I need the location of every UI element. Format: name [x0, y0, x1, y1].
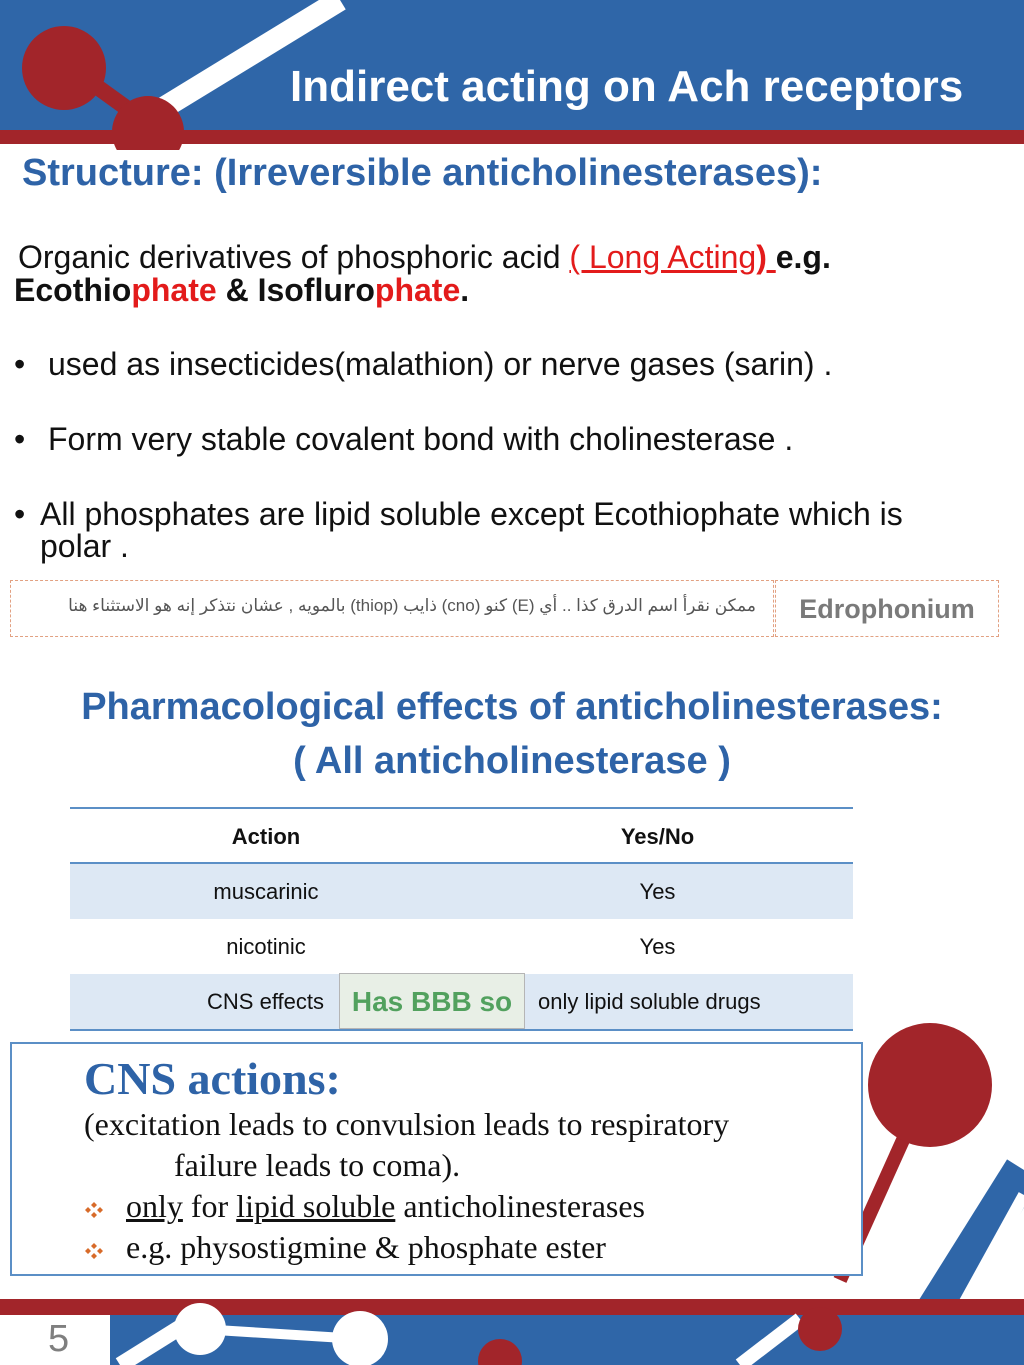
molecule-decoration-bottom	[0, 1299, 1024, 1365]
anticholinesterases-text: anticholinesterases	[395, 1188, 645, 1224]
table-cell: CNS effects	[207, 989, 324, 1014]
bullet-marker: •	[14, 496, 26, 532]
molecule-atom-large	[22, 26, 106, 110]
drug-isofluro: & Isofluro	[216, 272, 375, 308]
bullet-marker: •	[14, 346, 26, 382]
intro-dot: .	[460, 272, 470, 308]
white-stripe	[740, 1319, 800, 1365]
lipid-soluble-text: lipid soluble	[236, 1188, 396, 1224]
column-header-action: Action	[231, 824, 301, 849]
table-cell: only lipid soluble drugs	[538, 989, 761, 1014]
bullet-text: All phosphates are lipid soluble except Ecothiophate which is	[40, 496, 903, 532]
intro-line-1	[18, 240, 831, 274]
bullet-text-cont: polar .	[40, 528, 129, 564]
effects-subtitle: ( All anticholinesterase )	[293, 740, 731, 782]
column-header-yesno: Yes/No	[620, 824, 695, 849]
effects-title: Pharmacological effects of anticholinesterases:	[81, 686, 943, 728]
table-cell: Yes	[639, 879, 676, 904]
for-text: for	[182, 1188, 237, 1224]
page-number: 5	[48, 1318, 70, 1360]
header-red-line	[0, 130, 1024, 144]
bullet-item	[14, 422, 1014, 462]
diamond-bullet-icon	[84, 1241, 104, 1261]
section-heading: Structure: (Irreversible anticholinesterases):	[22, 152, 823, 194]
bullet-item	[14, 347, 1014, 387]
bullet-text: used as insecticides(malathion) or nerve gases (sarin) .	[48, 346, 833, 382]
intro-text: Organic derivatives of phosphoric acid	[18, 239, 570, 275]
bullet-item	[14, 497, 1014, 567]
eg-text: e.g.	[775, 239, 831, 275]
table-row	[70, 864, 853, 919]
note-tag: Edrophonium	[799, 594, 975, 624]
cns-bullet-1	[126, 1188, 645, 1225]
diamond-bullet-icon	[84, 1200, 104, 1220]
cns-bullet-2: e.g. physostigmine & phosphate ester	[126, 1229, 606, 1265]
slide-title: Indirect acting on Ach receptors	[290, 62, 964, 111]
has-bbb-callout: Has BBB so	[339, 973, 525, 1029]
table-cell: muscarinic	[213, 879, 319, 904]
table-header-row	[70, 809, 853, 864]
drug-ecothio-suffix: phate	[131, 272, 217, 308]
drug-ecothio: Ecothio	[14, 272, 132, 308]
table-cell: Yes	[639, 934, 676, 959]
molecule-atom-large	[868, 1023, 992, 1147]
long-acting-text: ( Long Acting	[569, 239, 757, 275]
bullet-marker: •	[14, 421, 26, 457]
cns-title: CNS actions:	[84, 1053, 341, 1104]
cns-line-1: (excitation leads to convulsion leads to respiratory	[84, 1106, 730, 1142]
molecule-atom-red	[798, 1307, 842, 1351]
long-acting-close: )	[756, 239, 776, 275]
intro-line-2	[14, 273, 469, 307]
blue-stripe	[930, 1170, 1024, 1320]
table-row	[70, 919, 853, 974]
molecule-atom-red	[478, 1339, 522, 1365]
only-text: only	[126, 1188, 183, 1224]
cns-line-2: failure leads to coma).	[174, 1147, 461, 1183]
bullet-text: Form very stable covalent bond with cholinesterase .	[48, 421, 794, 457]
arabic-note: ممكن نقرأ اسم الدرق كذا .. أي (E) كنو (cno) ذايب (thiop) بالمويه , عشان نتذكر إنه هو الاستثناء هنا	[68, 596, 756, 615]
drug-isofluro-suffix: phate	[374, 272, 461, 308]
table-cell: nicotinic	[226, 934, 306, 959]
